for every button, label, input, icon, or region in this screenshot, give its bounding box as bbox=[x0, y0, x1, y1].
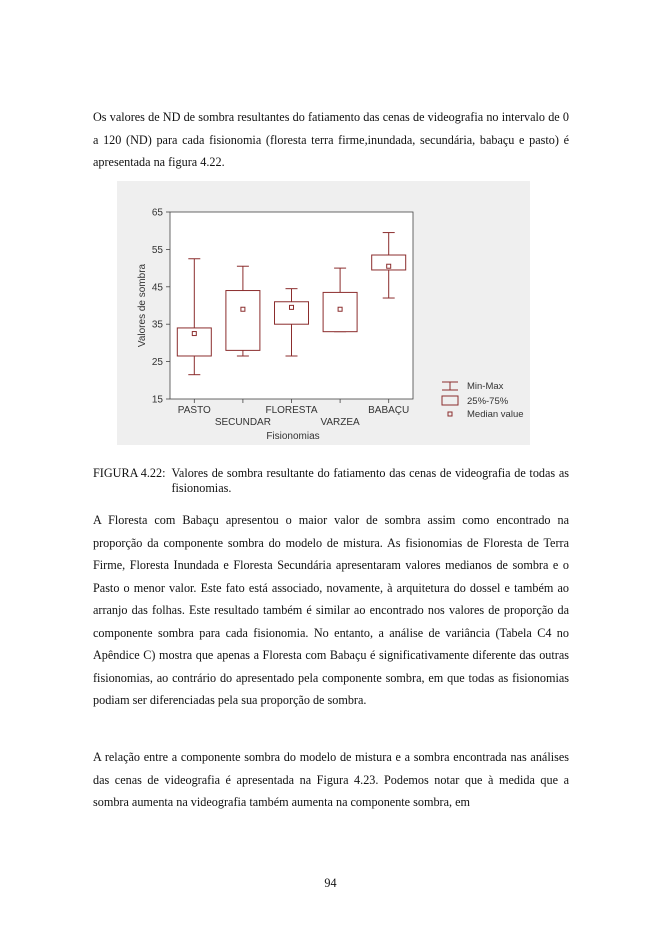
legend-median-symbol bbox=[448, 412, 452, 416]
boxplot-chart bbox=[117, 181, 530, 445]
x-tick-label: FLORESTA bbox=[265, 405, 318, 416]
legend-iqr-symbol bbox=[442, 396, 458, 405]
legend-label-iqr: 25%-75% bbox=[467, 396, 509, 407]
x-tick-label: PASTO bbox=[177, 405, 211, 416]
x-axis-label: Fisionomias bbox=[266, 431, 320, 442]
y-tick-label: 25 bbox=[151, 357, 163, 369]
discussion-paragraph: A Floresta com Babaçu apresentou o maior valor de sombra assim como encontrado na proporção da componente sombra do modelo de mistura. As fisionomias de Floresta de Terra Firme, Floresta Inundada e Floresta Secundária apresentaram valores medianos de sombra e o Pasto o menor valor. Este fato está associado, novamente, à arquitetura do dossel e também ao arranjo das folhas. Este resultado também é similar ao encontrado nos valores de proporção da componente sombra para cada fisionomia. No entanto, a análise de variância (Tabela C4 no Apêndice C) mostra que apenas a Floresta com Babaçu é significativamente diferente das outras fisionomias, ao contrário do apresentado pela componente sombra, em que todas as fisionomias podiam ser diferenciadas pela sua proporção de sombra. bbox=[93, 513, 569, 707]
legend-label-minmax: Min-Max bbox=[467, 381, 504, 392]
y-tick-label: 15 bbox=[151, 394, 163, 406]
y-tick-label: 45 bbox=[151, 282, 163, 294]
iqr-box bbox=[372, 255, 406, 270]
x-tick-label: SECUNDAR bbox=[214, 417, 271, 428]
x-tick-label: BABAÇU bbox=[368, 405, 410, 416]
intro-paragraph: Os valores de ND de sombra resultantes do fatiamento das cenas de videografia no intervalo de 0 a 120 (ND) para cada fisionomia (floresta terra firme,inundada, secundária, babaçu e pasto) é apresentada na figura 4.22. bbox=[93, 110, 569, 169]
relation-paragraph: A relação entre a componente sombra do modelo de mistura e a sombra encontrada nas análises das cenas de videografia é apresentada na Figura 4.23. Podemos notar que à medida que a sombra aumenta na videografia também aumenta na componente sombra, em bbox=[93, 750, 569, 809]
chart-legend bbox=[442, 381, 524, 420]
iqr-box bbox=[323, 292, 357, 331]
iqr-box bbox=[177, 328, 211, 356]
y-tick-label: 55 bbox=[151, 244, 163, 256]
y-tick-label: 65 bbox=[151, 207, 163, 219]
legend-label-median: Median value bbox=[467, 409, 524, 420]
x-tick-label: VARZEA bbox=[320, 417, 360, 428]
page-number: 94 bbox=[324, 876, 337, 890]
y-axis-label: Valores de sombra bbox=[137, 263, 148, 348]
y-tick-label: 35 bbox=[151, 319, 163, 331]
figure-caption bbox=[93, 466, 569, 496]
legend-minmax-symbol bbox=[442, 382, 458, 390]
figure-caption-text: Valores de sombra resultante do fatiamento das cenas de videografia de todas as fisionomias. bbox=[171, 466, 569, 495]
boxplot-figure bbox=[117, 181, 530, 445]
iqr-box bbox=[226, 291, 260, 351]
figure-caption-label: FIGURA 4.22: bbox=[93, 466, 166, 480]
